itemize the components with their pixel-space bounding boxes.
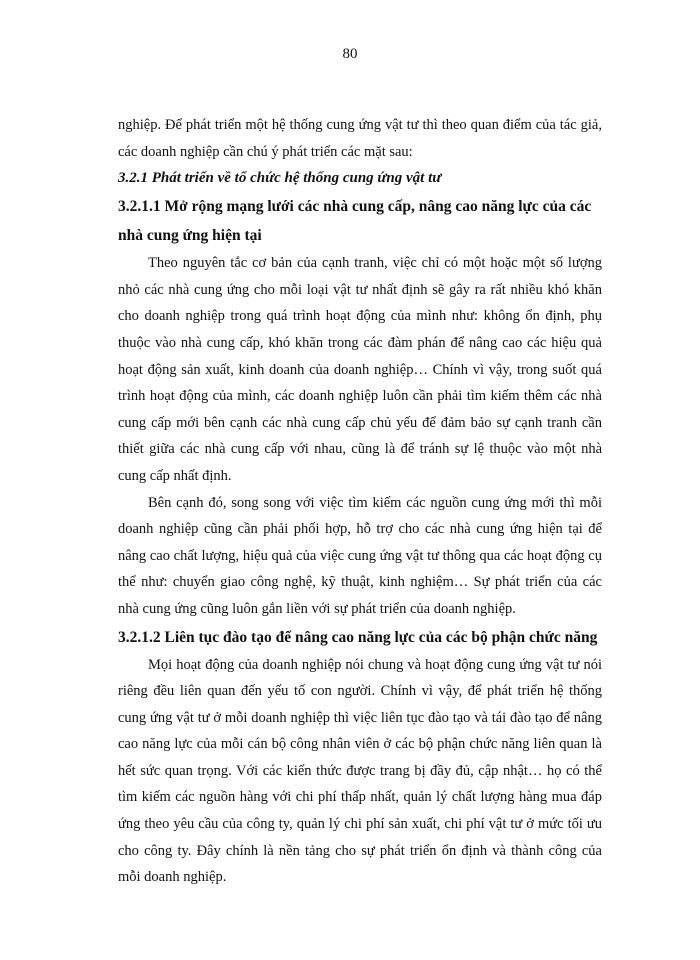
paragraph-continuation: nghiệp. Để phát triển một hệ thống cung ứng vật tư thì theo quan điểm của tác giả, các doanh nghiệp cần chú ý phát triển các mặt sau:	[118, 117, 602, 160]
subsection-heading-3-2-1-1: 3.2.1.1 Mở rộng mạng lưới các nhà cung cấp, nâng cao năng lực của các nhà cung ứng hiện tại	[118, 198, 592, 245]
page-content	[118, 112, 602, 891]
section-heading-3-2-1: 3.2.1 Phát triển về tổ chức hệ thống cung ứng vật tư	[118, 170, 442, 187]
paragraph-training: Mọi hoạt động của doanh nghiệp nói chung và hoạt động cung ứng vật tư nói riêng đều liên quan đến yếu tố con người. Chính vì vậy, để phát triển hệ thống cung ứng vật tư ở mỗi doanh nghiệp thì việc liên tục đào tạo và tái đào tạo để nâng cao năng lực của mỗi cán bộ công nhân viên ở các bộ phận chức năng liên quan là hết sức quan trọng. Với các kiến thức được trang bị đầy đủ, cập nhật… họ có thể tìm kiếm các nguồn hàng với chi phí thấp nhất, quản lý chất lượng hàng mua đáp ứng theo yêu cầu của công ty, quản lý chi phí sản xuất, chi phí vật tư ở mức tối ưu cho công ty. Đây chính là nền tảng cho sự phát triển ổn định và thành công của mỗi doanh nghiệp.	[118, 656, 602, 886]
paragraph-supplier-support: Bên cạnh đó, song song với việc tìm kiếm các nguồn cung ứng mới thì mỗi doanh nghiệp cũng cần phải phối hợp, hỗ trợ cho các nhà cung ứng hiện tại để nâng cao chất lượng, hiệu quả của việc cung ứng vật tư thông qua các hoạt động cụ thể như: chuyển giao công nghệ, kỹ thuật, kinh nghiệm… Sự phát triển của các nhà cung ứng cũng luôn gắn liền với sự phát triển của doanh nghiệp.	[118, 494, 602, 617]
subsection-heading-3-2-1-2: 3.2.1.2 Liên tục đào tạo để nâng cao năng lực của các bộ phận chức năng	[118, 628, 598, 646]
page-number: 80	[342, 46, 358, 62]
paragraph-competition: Theo nguyên tắc cơ bản của cạnh tranh, việc chỉ có một hoặc một số lượng nhỏ các nhà cung ứng cho mỗi loại vật tư nhất định sẽ gây ra rất nhiều khó khăn cho doanh nghiệp trong quá trình hoạt động của mình như: không ổn định, phụ thuộc vào nhà cung cấp, khó khăn trong các đàm phán để nâng cao các hiệu quả hoạt động sản xuất, kinh doanh của doanh nghiệp… Chính vì vậy, trong suốt quá trình hoạt động của mình, các doanh nghiệp luôn cần phải tìm kiếm thêm các nhà cung cấp mới bên cạnh các nhà cung cấp chủ yếu để đảm bảo sự cạnh tranh cần thiết giữa các nhà cung cấp với nhau, cũng là để tránh sự lệ thuộc vào một nhà cung cấp nhất định.	[118, 255, 602, 484]
